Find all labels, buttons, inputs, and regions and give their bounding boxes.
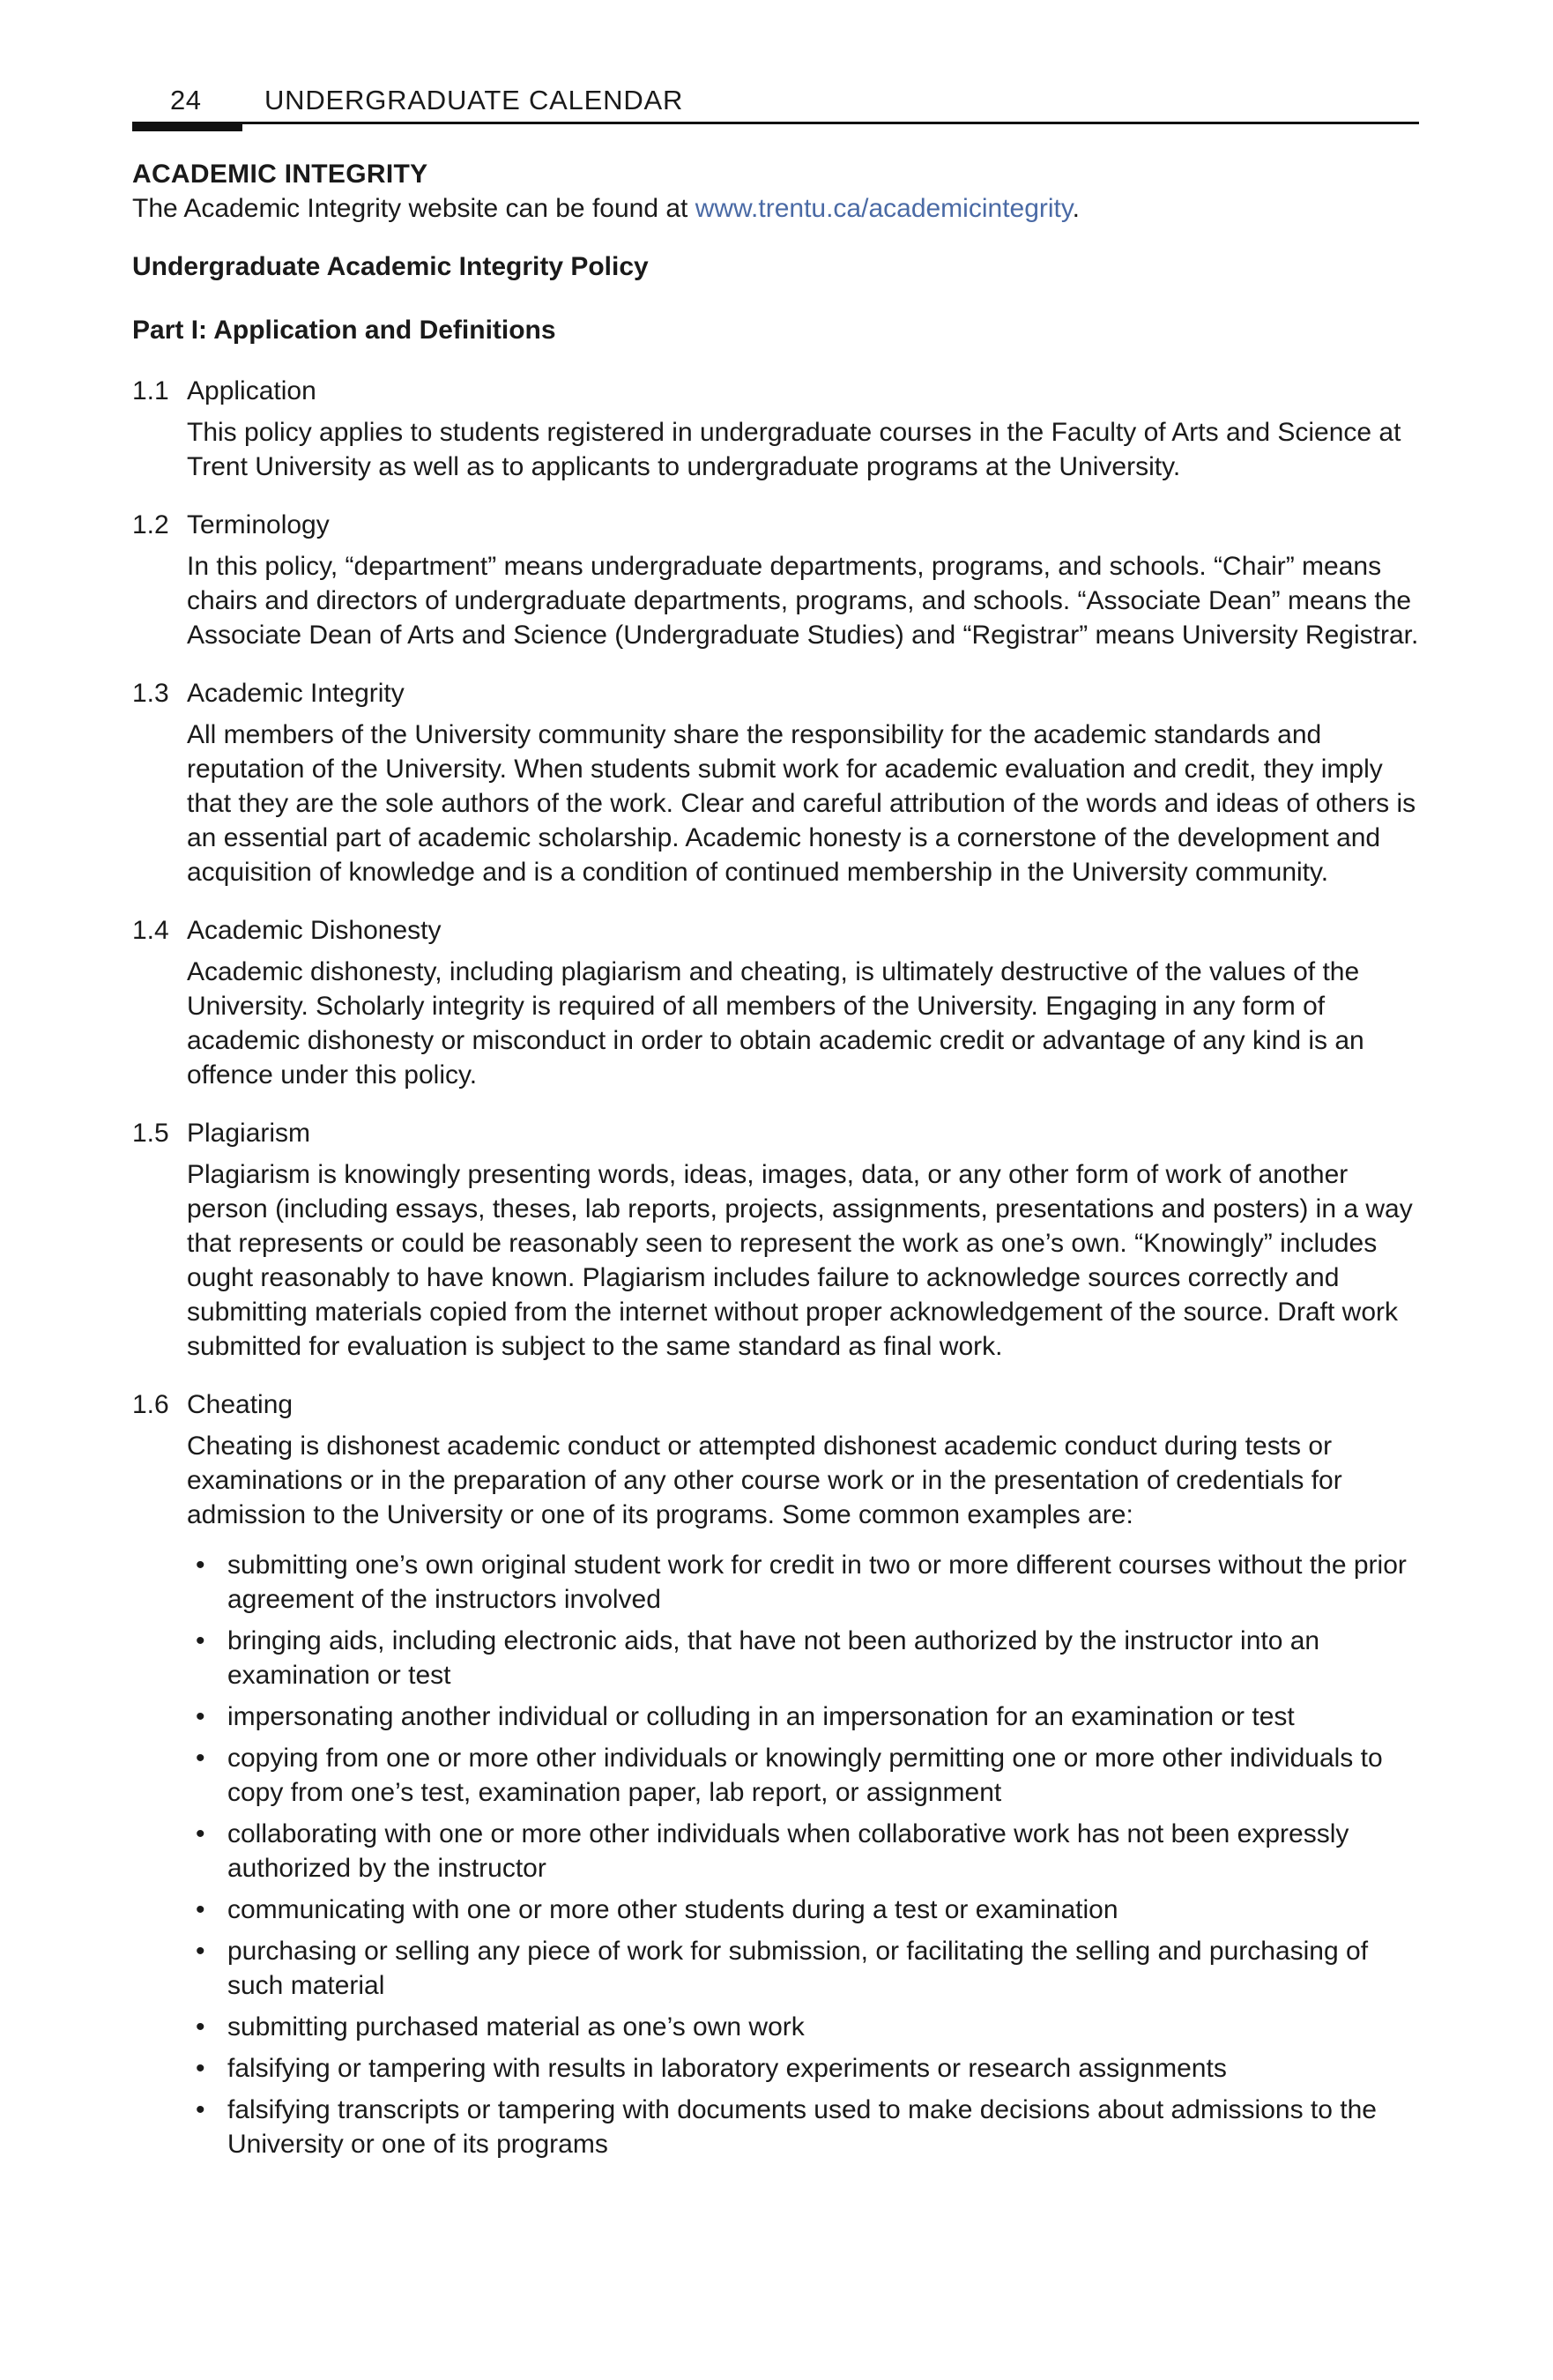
list-item-text: impersonating another individual or colluding in an impersonation for an examination or test: [227, 1702, 1295, 1731]
bullet-icon: •: [196, 1551, 205, 1580]
section-title: Plagiarism: [187, 1119, 311, 1148]
list-item-text: falsifying or tampering with results in laboratory experiments or research assignments: [227, 2054, 1227, 2083]
header-tab-bar: [132, 122, 242, 131]
intro-suffix: .: [1072, 194, 1081, 223]
bullet-icon: •: [196, 1819, 205, 1848]
list-item: [187, 2010, 1421, 2044]
list-item: [187, 2093, 1421, 2161]
section-body: All members of the University community share the responsibility for the academic standards and reputation of the University. When students submit work for academic evaluation and credit, they imply that they are the sole authors of the work. Clear and careful attribution of the words and ideas of others is an essential part of academic scholarship. Academic honesty is a cornerstone of the development and acquisition of knowledge and is a condition of continued membership in the University community.: [187, 720, 1416, 887]
section-1-3: [132, 676, 1421, 889]
list-item-text: communicating with one or more other students during a test or examination: [227, 1895, 1118, 1924]
bullet-icon: •: [196, 2095, 205, 2124]
section-title: Academic Dishonesty: [187, 916, 442, 945]
section-body: In this policy, “department” means undergraduate departments, programs, and schools. “Chair” means chairs and directors of undergraduate departments, programs, and schools. “Associate Dean” means the Associate Dean of Arts and Science (Undergraduate Studies) and “Registrar” means University Registrar.: [187, 552, 1419, 650]
section-body: Academic dishonesty, including plagiarism and cheating, is ultimately destructive of the values of the University. Scholarly integrity is required of all members of the University. Engaging in any form of academic dishonesty or misconduct in order to obtain academic credit or advantage of any kind is an offence under this policy.: [187, 957, 1364, 1090]
policy-title: Undergraduate Academic Integrity Policy: [132, 252, 649, 281]
list-item: [187, 1624, 1421, 1692]
list-item-text: submitting purchased material as one’s own work: [227, 2012, 805, 2042]
section-heading: ACADEMIC INTEGRITY: [132, 160, 428, 189]
page-number: 24: [170, 85, 202, 115]
document-body: [132, 157, 1421, 2185]
bullet-icon: •: [196, 1702, 205, 1731]
list-item: [187, 2051, 1421, 2086]
section-1-6: [132, 1387, 1421, 2161]
list-item: [187, 1699, 1421, 1734]
running-header-title: UNDERGRADUATE CALENDAR: [264, 85, 684, 115]
section-header: [132, 374, 1421, 408]
part-title: Part I: Application and Definitions: [132, 316, 556, 345]
list-item: [187, 1934, 1421, 2003]
intro-text: The Academic Integrity website can be found at: [132, 194, 695, 223]
section-number: 1.4: [132, 916, 169, 945]
bullet-icon: •: [196, 1937, 205, 1966]
section-header: [132, 913, 1421, 948]
header-rule: [132, 122, 1419, 124]
section-number: 1.1: [132, 376, 169, 405]
section-number: 1.3: [132, 679, 169, 708]
cheating-examples-list: [187, 1548, 1421, 2161]
section-title: Application: [187, 376, 316, 405]
list-item-text: bringing aids, including electronic aids, that have not been authorized by the instructor into an examination or test: [227, 1626, 1320, 1690]
list-item: [187, 1548, 1421, 1617]
list-item-text: collaborating with one or more other individuals when collaborative work has not been expressly authorized by the instructor: [227, 1819, 1349, 1883]
section-1-4: [132, 913, 1421, 1092]
list-item-text: falsifying transcripts or tampering with documents used to make decisions about admissions to the University or one of its programs: [227, 2095, 1377, 2159]
list-item: [187, 1893, 1421, 1927]
intro-paragraph: [132, 191, 1421, 226]
section-body: Plagiarism is knowingly presenting words, ideas, images, data, or any other form of work of another person (including essays, theses, lab reports, projects, assignments, presentations and posters) in a way that represents or could be reasonably seen to represent the work as one’s own. “Knowingly” includes ought reasonably to have known. Plagiarism includes failure to acknowledge sources correctly and submitting materials copied from the internet without proper acknowledgement of the source. Draft work submitted for evaluation is subject to the same standard as final work.: [187, 1160, 1413, 1361]
bullet-icon: •: [196, 1626, 205, 1655]
section-number: 1.2: [132, 510, 169, 539]
section-header: [132, 676, 1421, 710]
section-number: 1.5: [132, 1119, 169, 1148]
list-item: [187, 1817, 1421, 1885]
academic-integrity-link[interactable]: www.trentu.ca/academicintegrity: [695, 194, 1073, 223]
section-header: [132, 508, 1421, 542]
list-item-text: copying from one or more other individuals or knowingly permitting one or more other individuals to copy from one’s test, examination paper, lab report, or assignment: [227, 1744, 1383, 1807]
section-header: [132, 1387, 1421, 1422]
bullet-icon: •: [196, 2012, 205, 2042]
section-header: [132, 1116, 1421, 1150]
bullet-icon: •: [196, 2054, 205, 2083]
running-header: [132, 81, 1419, 134]
bullet-icon: •: [196, 1895, 205, 1924]
section-title: Cheating: [187, 1390, 294, 1419]
section-1-5: [132, 1116, 1421, 1364]
section-title: Terminology: [187, 510, 330, 539]
list-item-text: purchasing or selling any piece of work for submission, or facilitating the selling and purchasing of such material: [227, 1937, 1369, 2000]
list-item: [187, 1741, 1421, 1810]
section-number: 1.6: [132, 1390, 169, 1419]
section-title: Academic Integrity: [187, 679, 405, 708]
section-body: Cheating is dishonest academic conduct or attempted dishonest academic conduct during tests or examinations or in the preparation of any other course work or in the presentation of credentials for admission to the University or one of its programs. Some common examples are:: [187, 1432, 1342, 1529]
section-1-1: [132, 374, 1421, 484]
bullet-icon: •: [196, 1744, 205, 1773]
list-item-text: submitting one’s own original student work for credit in two or more different courses without the prior agreement of the instructors involved: [227, 1551, 1407, 1614]
section-body: This policy applies to students registered in undergraduate courses in the Faculty of Arts and Science at Trent University as well as to applicants to undergraduate programs at the University.: [187, 418, 1401, 481]
section-1-2: [132, 508, 1421, 652]
